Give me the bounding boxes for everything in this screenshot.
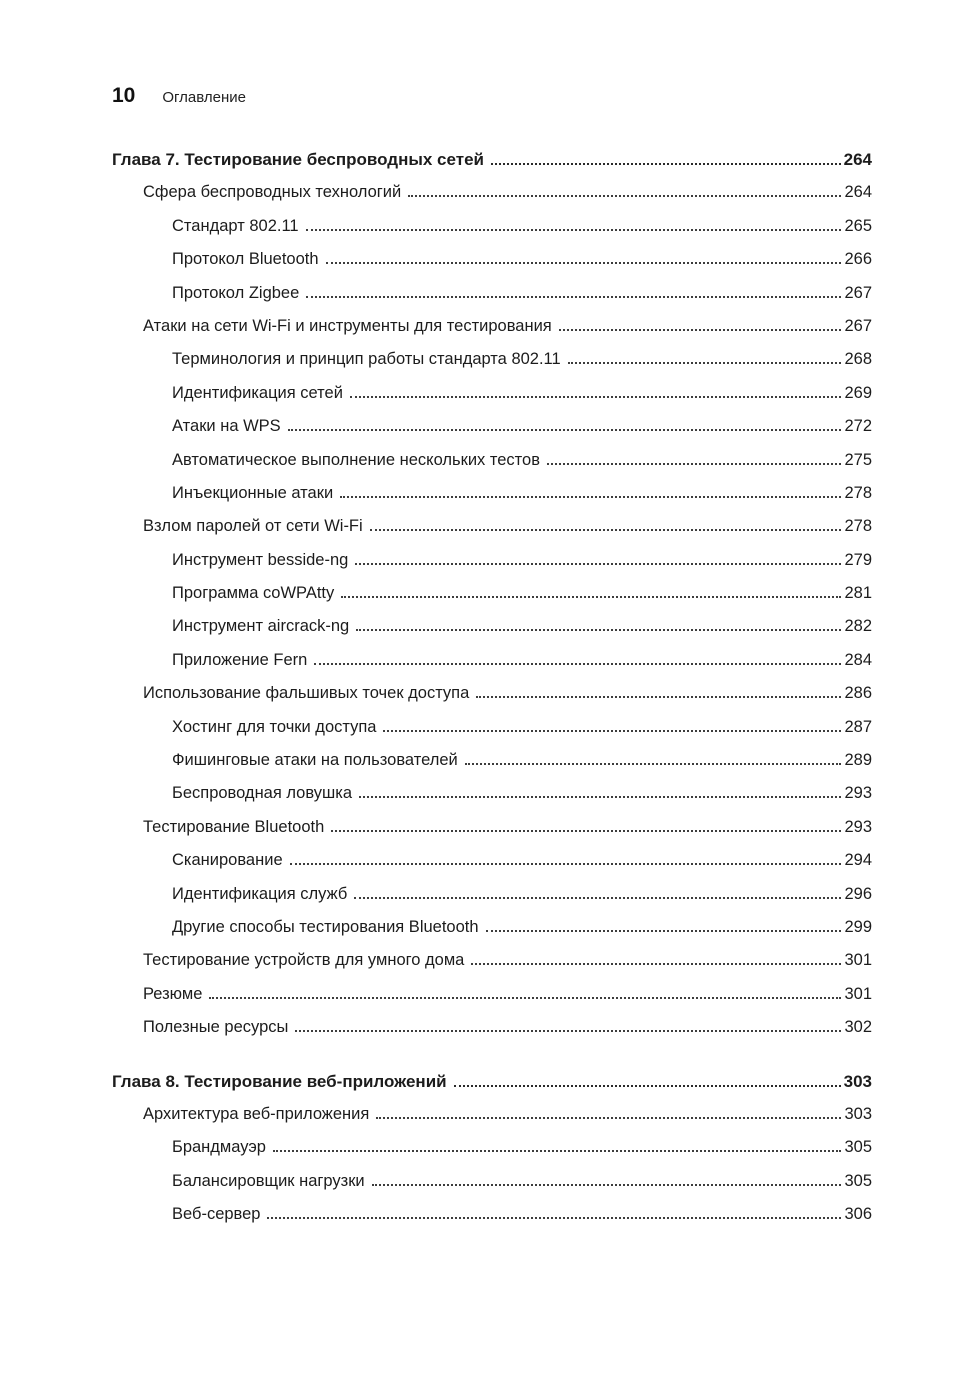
toc-list	[112, 150, 872, 1239]
toc-entry	[112, 451, 872, 484]
toc-entry-page: 284	[844, 650, 872, 669]
toc-entry-page: 268	[844, 350, 872, 369]
toc-entry-label: Инъекционные атаки	[172, 483, 334, 502]
toc-entry	[112, 1205, 872, 1238]
toc-entry	[112, 183, 872, 216]
toc-entry-page: 296	[844, 884, 872, 903]
dot-leader	[354, 897, 841, 899]
dot-leader	[326, 262, 842, 264]
toc-entry	[112, 818, 872, 851]
toc-entry-page: 301	[844, 951, 872, 970]
running-head: Оглавление	[162, 89, 246, 106]
toc-entry	[112, 150, 872, 183]
toc-entry-label: Инструмент aircrack-ng	[172, 617, 350, 636]
toc-entry	[112, 217, 872, 250]
dot-leader	[370, 529, 842, 531]
toc-entry-page: 275	[844, 450, 872, 469]
toc-entry	[112, 284, 872, 317]
toc-entry-page: 303	[844, 1104, 872, 1123]
toc-entry	[112, 1072, 872, 1105]
toc-entry-page: 264	[844, 183, 872, 202]
toc-entry	[112, 751, 872, 784]
dot-leader	[491, 163, 841, 165]
toc-entry-label: Идентификация сетей	[172, 383, 343, 402]
toc-entry	[112, 918, 872, 951]
toc-entry-page: 279	[844, 550, 872, 569]
toc-entry	[112, 1138, 872, 1171]
toc-entry	[112, 784, 872, 817]
toc-entry-label: Брандмауэр	[172, 1138, 266, 1157]
toc-entry	[112, 551, 872, 584]
toc-entry-page: 289	[844, 751, 872, 770]
dot-leader	[559, 329, 842, 331]
toc-entry	[112, 484, 872, 517]
toc-entry-label: Приложение Fern	[172, 650, 308, 669]
dot-leader	[408, 195, 841, 197]
toc-entry-page: 293	[844, 784, 872, 803]
toc-entry	[112, 684, 872, 717]
page-number: 10	[112, 84, 136, 107]
toc-entry-page: 269	[844, 383, 872, 402]
dot-leader	[355, 563, 841, 565]
toc-entry-label: Хостинг для точки доступа	[172, 717, 377, 736]
dot-leader	[350, 396, 842, 398]
toc-entry-page: 282	[844, 617, 872, 636]
toc-entry	[112, 1172, 872, 1205]
dot-leader	[341, 596, 841, 598]
toc-entry-label: Стандарт 802.11	[172, 216, 299, 235]
toc-entry	[112, 317, 872, 350]
toc-entry-label: Тестирование Bluetooth	[143, 817, 325, 836]
toc-entry-page: 293	[844, 817, 872, 836]
toc-entry-label: Тестирование устройств для умного дома	[143, 951, 465, 970]
toc-entry-label: Идентификация служб	[172, 884, 348, 903]
toc-entry-page: 278	[844, 517, 872, 536]
toc-entry-page: 267	[844, 316, 872, 335]
toc-entry-page: 278	[844, 483, 872, 502]
toc-entry-label: Резюме	[143, 984, 203, 1003]
toc-entry-label: Архитектура веб-приложения	[143, 1104, 370, 1123]
toc-entry	[112, 951, 872, 984]
toc-entry-page: 299	[844, 917, 872, 936]
toc-entry-label: Терминология и принцип работы стандарта 802.11	[172, 350, 561, 369]
dot-leader	[471, 963, 841, 965]
toc-entry-page: 286	[844, 684, 872, 703]
toc-entry-label: Использование фальшивых точек доступа	[143, 684, 470, 703]
toc-entry-label: Фишинговые атаки на пользователей	[172, 751, 458, 770]
dot-leader	[465, 763, 842, 765]
toc-entry-label: Сфера беспроводных технологий	[143, 183, 402, 202]
toc-entry-label: Глава 7. Тестирование беспроводных сетей	[112, 150, 484, 169]
toc-entry-label: Программа coWPAtty	[172, 584, 335, 603]
dot-leader	[454, 1085, 841, 1087]
toc-entry	[112, 350, 872, 383]
toc-entry-label: Взлом паролей от сети Wi-Fi	[143, 517, 363, 536]
toc-entry-label: Беспроводная ловушка	[172, 784, 353, 803]
toc-entry-page: 281	[844, 584, 872, 603]
toc-entry-label: Другие способы тестирования Bluetooth	[172, 917, 479, 936]
dot-leader	[356, 629, 841, 631]
dot-leader	[547, 463, 841, 465]
toc-entry	[112, 1105, 872, 1138]
toc-entry-label: Инструмент besside-ng	[172, 550, 349, 569]
toc-entry	[112, 1018, 872, 1051]
toc-entry-label: Балансировщик нагрузки	[172, 1171, 365, 1190]
dot-leader	[306, 296, 841, 298]
toc-entry-page: 266	[844, 250, 872, 269]
toc-entry-label: Атаки на WPS	[172, 417, 281, 436]
toc-entry	[112, 651, 872, 684]
dot-leader	[359, 796, 841, 798]
toc-entry-page: 287	[844, 717, 872, 736]
dot-leader	[486, 930, 842, 932]
toc-entry	[112, 584, 872, 617]
toc-entry-page: 301	[844, 984, 872, 1003]
dot-leader	[568, 362, 842, 364]
toc-entry-label: Полезные ресурсы	[143, 1018, 289, 1037]
dot-leader	[209, 997, 841, 999]
toc-entry-page: 264	[843, 150, 872, 169]
toc-entry	[112, 885, 872, 918]
toc-entry	[112, 517, 872, 550]
page-header	[112, 84, 246, 108]
dot-leader	[314, 663, 841, 665]
toc-entry	[112, 718, 872, 751]
toc-entry-label: Веб-сервер	[172, 1205, 261, 1224]
toc-entry-page: 294	[844, 851, 872, 870]
dot-leader	[288, 429, 842, 431]
toc-entry-page: 267	[844, 283, 872, 302]
toc-entry-page: 303	[843, 1071, 872, 1091]
dot-leader	[476, 696, 841, 698]
dot-leader	[340, 496, 841, 498]
toc-entry	[112, 384, 872, 417]
toc-entry-page: 305	[844, 1138, 872, 1157]
toc-entry-page: 265	[844, 216, 872, 235]
dot-leader	[273, 1150, 842, 1152]
toc-entry	[112, 985, 872, 1018]
toc-entry	[112, 417, 872, 450]
toc-entry-page: 305	[844, 1171, 872, 1190]
toc-entry	[112, 851, 872, 884]
toc-entry-page: 272	[844, 417, 872, 436]
toc-entry-label: Глава 8. Тестирование веб-приложений	[112, 1071, 447, 1091]
dot-leader	[295, 1030, 841, 1032]
toc-entry-page: 302	[844, 1018, 872, 1037]
dot-leader	[331, 830, 841, 832]
toc-entry-page: 306	[844, 1205, 872, 1224]
toc-entry-label: Протокол Bluetooth	[172, 250, 319, 269]
dot-leader	[376, 1117, 841, 1119]
toc-entry	[112, 617, 872, 650]
toc-entry	[112, 250, 872, 283]
dot-leader	[383, 730, 841, 732]
dot-leader	[306, 229, 842, 231]
toc-entry-label: Протокол Zigbee	[172, 283, 300, 302]
toc-entry-label: Атаки на сети Wi-Fi и инструменты для тестирования	[143, 316, 552, 335]
toc-entry-label: Автоматическое выполнение нескольких тестов	[172, 450, 540, 469]
dot-leader	[372, 1184, 842, 1186]
dot-leader	[267, 1217, 841, 1219]
dot-leader	[290, 863, 842, 865]
toc-entry-label: Сканирование	[172, 851, 283, 870]
